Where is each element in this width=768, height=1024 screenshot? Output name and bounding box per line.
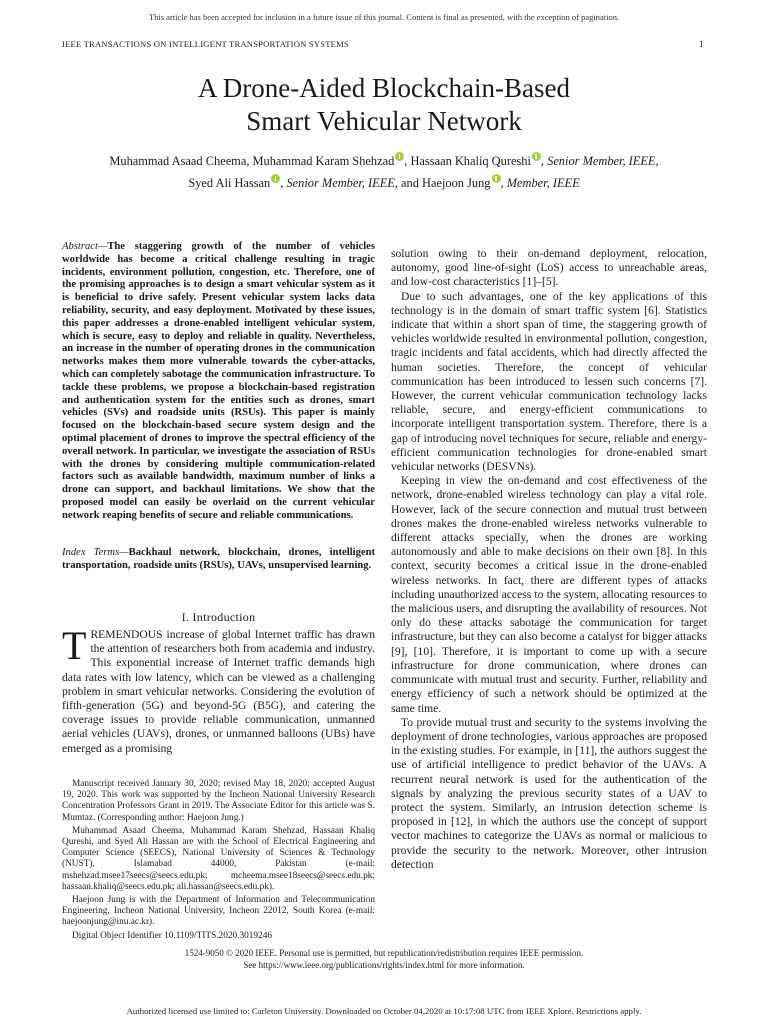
paper-title <box>0 72 768 138</box>
index-terms-label: Index Terms— <box>62 547 129 558</box>
doi: Digital Object Identifier 10.1109/TITS.2020.3019246 <box>72 930 273 941</box>
author-role: , Senior Member, IEEE, <box>280 176 398 190</box>
license-notice: Authorized licensed use limited to: Carleton University. Downloaded on October 04,2020 at 10:17:08 UTC from IEEE Xplore. Restrictions apply. <box>126 1006 642 1016</box>
abstract-text: The staggering growth of the number of vehicles worldwide has become a critical challenge resulting in tragic incidents, environment pollution, congestion, etc. Therefore, one of the promising approaches is to design a smart vehicular system as it is beneficial to drive safely. Present vehicular system lacks data reliability, security, and easy deployment. Motivated by these issues, this paper addresses a drone-enabled intelligent vehicular system, which is secure, easy to deploy and reliable in quality. Nevertheless, an increase in the number of operating drones in the communication networks makes them more vulnerable towards the cyber-attacks, which can completely sabotage the communication infrastructure. To tackle these problems, we propose a blockchain-based registration and authentication system for the entities such as drones, smart vehicles (SVs) and roadside units (RSUs). This paper is mainly focused on the blockchain-based secure system design and the optimal placement of drones to improve the spectral efficiency of the overall network. In particular, we investigate the association of RSUs with the drones by considering multiple communication-related factors such as available bandwidth, maximum number of links a drone can support, and backhaul limitations. We show that the proposed model can easily be overlaid on the current vehicular network reaping benefits of secure and reliable communications. <box>62 241 375 521</box>
orcid-icon[interactable] <box>532 152 541 161</box>
introduction-paragraph <box>62 623 375 756</box>
section-heading: I. Introduction <box>181 610 256 624</box>
copyright-notice <box>0 948 768 971</box>
author-line-2 <box>50 172 718 194</box>
intro-text: increase of global Internet traffic has drawn the attention of researchers both from academia and industry. This exponential increase of Internet traffic demands high data rates with low latency, which can be viewed as a challenging problem in smart vehicular networks. Considering the evolution of fifth-generation (5G) and beyond-5G (B5G), and catering the coverage issues to provide reliable communication, unmanned aerial vehicles (UAVs), drones, or unmanned balloons (UBs) have emerged as a promising <box>62 628 375 755</box>
copyright-line-1: 1524-9050 © 2020 IEEE. Personal use is permitted, but republication/redistribution requires IEEE permission. <box>184 948 584 958</box>
footnote-affiliation-2: Haejoon Jung is with the Department of Information and Telecommunication Engineering, Incheon National University, Incheon 22012, South Korea (e-mail: haejoonjung@inu.ac.kr). <box>62 895 375 928</box>
footnotes <box>62 779 375 944</box>
author-name-qureshi: , Hassaan Khaliq Qureshi <box>404 154 531 168</box>
author-role: , Senior Member, IEEE, <box>540 154 659 168</box>
footnote-affiliation-1: Muhammad Asaad Cheema, Muhammad Karam Shehzad, Hassaan Khaliq Qureshi, and Syed Ali Hassan are with the School of Electrical Engineering and Computer Science (SEECS), National University of Sciences & Technology (NUST), Islamabad 44000, Pakistan (e-mail: mshehzad.msee17seecs@seecs.edu.pk; mcheema.msee18seecs@seecs.edu.pk; hassaan.khaliq@seecs.edu.pk; ali.hassan@seecs.edu.pk). <box>62 825 375 892</box>
footnote-manuscript: Manuscript received January 30, 2020; revised May 18, 2020; accepted August 19, 2020. This work was supported by the Incheon National University Research Concentration Professors Grant in 2019. The Associate Editor for this article was S. Mumtaz. (Corresponding author: Haejoon Jung.) <box>62 779 375 823</box>
page-number: 1 <box>699 39 704 49</box>
author-name-hassan: Syed Ali Hassan <box>188 176 271 190</box>
author-line-1 <box>50 150 718 172</box>
right-paragraph-2: Due to such advantages, one of the key applications of this technology is in the domain of smart traffic system [6]. Statistics indicate that within a short span of time, the staggering growth of vehicles worldwide resulted in environmental pollution, congestion, tragic incidents and fatal accidents, which had directly affected the human societies. Therefore, the concept of vehicular communication has been introduced to lessen such concerns [7]. However, the current vehicular communication technology lacks reliable, secure, and energy-efficient communications to incorporate intelligent transportation system. Therefore, there is a gap of introducing novel techniques for secure, reliable and energy-efficient communication technologies for drone-enabled smart vehicular networks (DESVNs). <box>391 289 707 474</box>
orcid-icon[interactable] <box>395 152 404 161</box>
index-terms <box>62 547 375 573</box>
orcid-icon[interactable] <box>492 174 501 183</box>
abstract-label: Abstract— <box>62 241 108 252</box>
journal-name: IEEE TRANSACTIONS ON INTELLIGENT TRANSPORTATION SYSTEMS <box>62 39 349 49</box>
intro-first-word: REMENDOUS <box>90 628 163 641</box>
author-list <box>50 150 718 194</box>
right-paragraph-4: To provide mutual trust and security to the systems involving the deployment of drone technologies, various approaches are proposed in the existing studies. For example, in [11], the authors suggest the use of artificial intelligence to predict behavior of the UAVs. A recurrent neural network is used for the authentication of the signals by analyzing the previous security states of a UAV to protect the system. Similarly, an intrusion detection scheme is proposed in [12], in which the authors use the concept of support vector machines to categorize the UAVs as normal or malicious to provide the security to the network. Moreover, other intrusion detection <box>391 715 707 871</box>
author-names-1: Muhammad Asaad Cheema, Muhammad Karam Shehzad <box>109 154 395 168</box>
author-role: , Member, IEEE <box>500 176 580 190</box>
abstract <box>62 241 375 523</box>
copyright-line-2: See https://www.ieee.org/publications/rights/index.html for more information. <box>243 959 525 970</box>
right-column <box>391 247 707 872</box>
title-line-1: A Drone-Aided Blockchain-Based <box>198 73 570 103</box>
acceptance-notice: This article has been accepted for inclusion in a future issue of this journal. Content is final as presented, with the exception of pagination. <box>148 12 620 22</box>
author-name-jung: and Haejoon Jung <box>397 176 491 190</box>
title-line-2: Smart Vehicular Network <box>246 106 522 136</box>
drop-cap: T <box>62 623 87 668</box>
right-paragraph-3: Keeping in view the on-demand and cost effectiveness of the network, drone-enabled wireless technology can play a vital role. However, lack of the secure connection and mutual trust between drones makes the drone-enabled wireless networks vulnerable to different attacks specially, when the drones are working autonomously and able to make decisions on their own [8]. In this context, security becomes a critical issue in the drone-enabled wireless networks. In fact, there are different types of attacks including unauthorized access to the system, allocating resources to the malicious users, and disrupting the availability of resources. Not only do these attacks sabotage the communication for target infrastructure, but they can also become a catalyst for bigger attacks [9], [10]. Therefore, it is important to come up with a secure infrastructure for drone communication, where drones can communicate with mutual trust and security. Further, reliability and energy efficiency of such a network should be optimized at the same time. <box>391 474 707 715</box>
right-paragraph-1: solution owing to their on-demand deployment, relocation, autonomy, good line-of-sight (LoS) access to unreachable areas, and low-cost characteristics [1]–[5]. <box>391 247 707 289</box>
orcid-icon[interactable] <box>271 174 280 183</box>
index-terms-text: Backhaul network, blockchain, drones, intelligent transportation, roadside units (RSUs), UAVs, unsupervised learning. <box>62 547 375 571</box>
